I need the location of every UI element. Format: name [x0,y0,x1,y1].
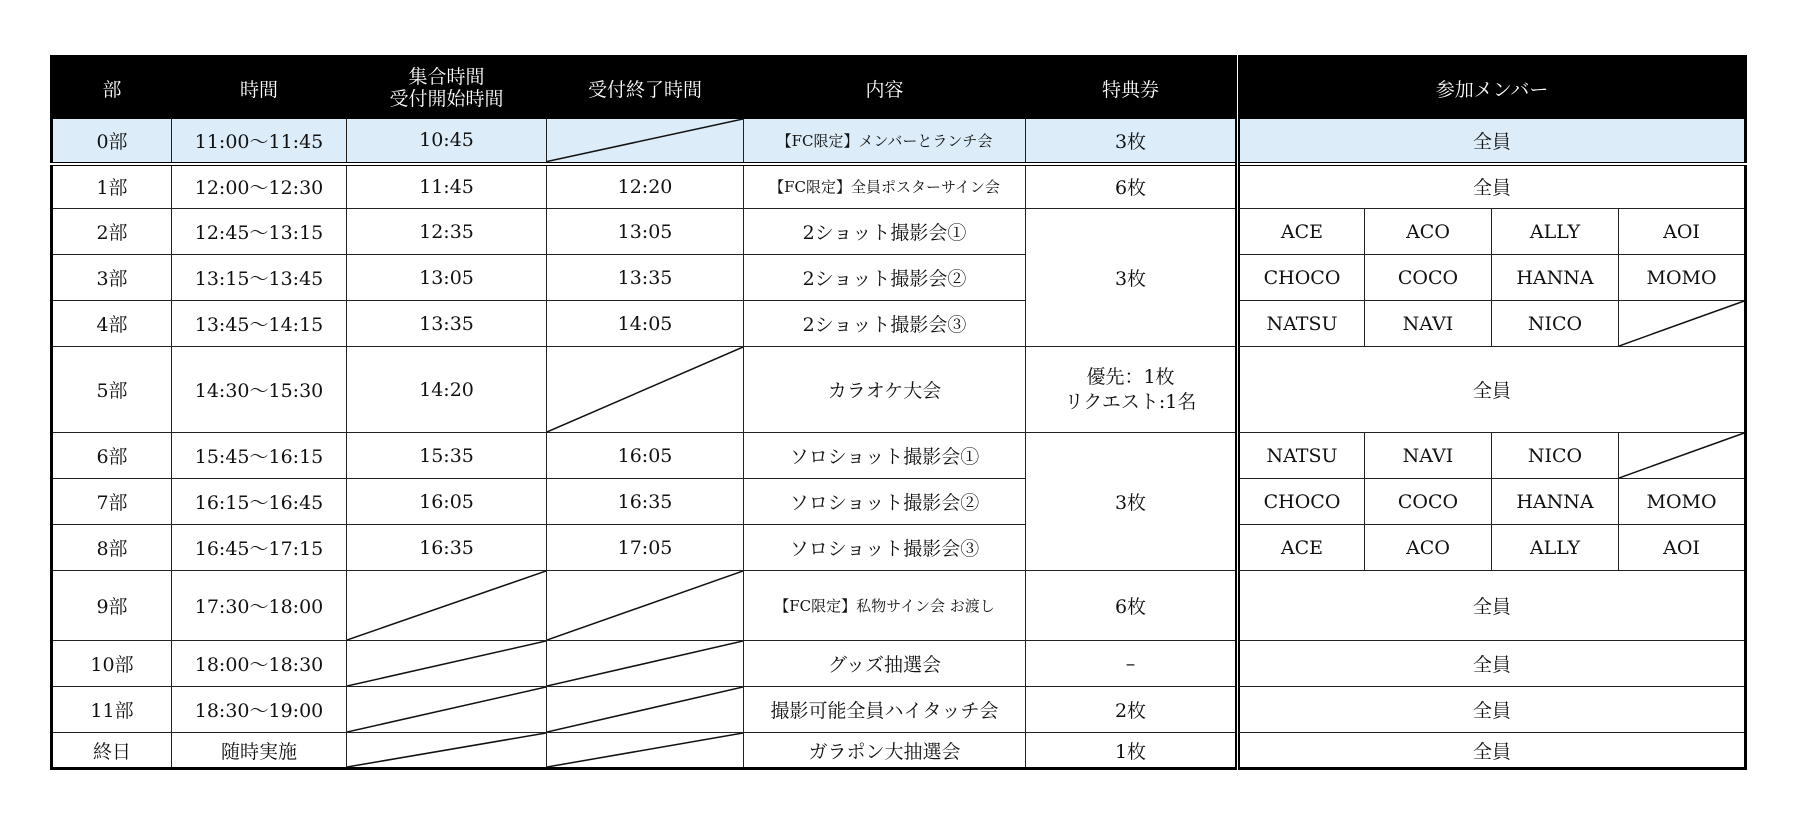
cell-content: ガラポン大抽選会 [744,733,1026,769]
cell-bu: 10部 [52,641,172,687]
cell-close-empty [547,571,744,641]
cell-member: ALLY [1492,525,1619,571]
cell-members: 全員 [1238,571,1746,641]
cell-content: ソロショット撮影会③ [744,525,1026,571]
cell-gather: 13:05 [347,255,547,301]
table-row [52,641,1746,687]
cell-gather: 14:20 [347,347,547,433]
cell-member: NAVI [1365,433,1492,479]
cell-gather: 13:35 [347,301,547,347]
cell-bu: 7部 [52,479,172,525]
cell-member: ACE [1238,525,1365,571]
cell-ticket: 1枚 [1026,733,1238,769]
cell-bu: 1部 [52,164,172,209]
cell-member: HANNA [1492,255,1619,301]
cell-ticket [1026,347,1238,433]
header-gather-line2: 受付開始時間 [389,88,504,110]
header-ticket: 特典券 [1026,57,1238,119]
cell-time: 18:30〜19:00 [172,687,347,733]
cell-close: 14:05 [547,301,744,347]
cell-members: 全員 [1238,119,1746,164]
cell-member: AOI [1619,209,1746,255]
cell-time: 11:00〜11:45 [172,119,347,164]
table-row [52,433,1746,479]
cell-content: 2ショット撮影会② [744,255,1026,301]
header-close: 受付終了時間 [547,57,744,119]
cell-bu: 2部 [52,209,172,255]
cell-bu: 9部 [52,571,172,641]
cell-content: 【FC限定】全員ポスターサイン会 [744,164,1026,209]
cell-members: 全員 [1238,641,1746,687]
schedule-table [50,55,1747,770]
header-gather-line1: 集合時間 [408,66,485,88]
cell-gather-empty [347,571,547,641]
cell-bu: 3部 [52,255,172,301]
cell-member-empty [1619,301,1746,347]
cell-bu: 0部 [52,119,172,164]
cell-member: CHOCO [1238,255,1365,301]
cell-content: ソロショット撮影会② [744,479,1026,525]
cell-time: 随時実施 [172,733,347,769]
cell-time: 12:00〜12:30 [172,164,347,209]
cell-gather: 11:45 [347,164,547,209]
table-row [52,479,1746,525]
cell-close: 16:35 [547,479,744,525]
cell-gather-empty [347,687,547,733]
table-row [52,733,1746,769]
cell-member: NATSU [1238,433,1365,479]
cell-member: ALLY [1492,209,1619,255]
header-bu: 部 [52,57,172,119]
cell-member: ACE [1238,209,1365,255]
cell-time: 14:30〜15:30 [172,347,347,433]
cell-members: 全員 [1238,347,1746,433]
cell-content: 2ショット撮影会① [744,209,1026,255]
cell-content: 【FC限定】私物サイン会 お渡し [744,571,1026,641]
cell-gather: 15:35 [347,433,547,479]
cell-bu: 6部 [52,433,172,479]
cell-member: MOMO [1619,255,1746,301]
cell-member-empty [1619,433,1746,479]
cell-members: 全員 [1238,687,1746,733]
cell-member: MOMO [1619,479,1746,525]
cell-gather-empty [347,733,547,769]
cell-close-empty [547,347,744,433]
cell-member: NATSU [1238,301,1365,347]
cell-member: COCO [1365,479,1492,525]
cell-content: 2ショット撮影会③ [744,301,1026,347]
table-row [52,347,1746,433]
header-content: 内容 [744,57,1026,119]
table-row [52,525,1746,571]
cell-content: 【FC限定】メンバーとランチ会 [744,119,1026,164]
cell-close-empty [547,687,744,733]
table-row [52,209,1746,255]
cell-content: カラオケ大会 [744,347,1026,433]
cell-member: NICO [1492,301,1619,347]
cell-time: 13:15〜13:45 [172,255,347,301]
cell-members: 全員 [1238,164,1746,209]
cell-time: 16:45〜17:15 [172,525,347,571]
cell-member: NICO [1492,433,1619,479]
header-time: 時間 [172,57,347,119]
cell-close: 12:20 [547,164,744,209]
cell-member: NAVI [1365,301,1492,347]
table-row [52,255,1746,301]
table-row [52,571,1746,641]
cell-member: HANNA [1492,479,1619,525]
header-row [52,57,1746,119]
cell-time: 15:45〜16:15 [172,433,347,479]
ticket-request: リクエスト:1名 [1064,390,1197,413]
cell-content: ソロショット撮影会① [744,433,1026,479]
cell-bu: 終日 [52,733,172,769]
table-row [52,119,1746,164]
cell-ticket: 3枚 [1026,119,1238,164]
cell-time: 13:45〜14:15 [172,301,347,347]
cell-member: ACO [1365,209,1492,255]
cell-gather: 10:45 [347,119,547,164]
cell-gather: 16:05 [347,479,547,525]
cell-bu: 5部 [52,347,172,433]
cell-time: 17:30〜18:00 [172,571,347,641]
cell-member: CHOCO [1238,479,1365,525]
cell-gather: 16:35 [347,525,547,571]
cell-ticket: 6枚 [1026,571,1238,641]
cell-member: COCO [1365,255,1492,301]
cell-member: ACO [1365,525,1492,571]
table-row [52,301,1746,347]
cell-time: 18:00〜18:30 [172,641,347,687]
cell-member: AOI [1619,525,1746,571]
cell-time: 12:45〜13:15 [172,209,347,255]
cell-content: 撮影可能全員ハイタッチ会 [744,687,1026,733]
header-members: 参加メンバー [1238,57,1746,119]
cell-members: 全員 [1238,733,1746,769]
cell-gather-empty [347,641,547,687]
cell-close-empty [547,641,744,687]
cell-gather: 12:35 [347,209,547,255]
table-row [52,687,1746,733]
ticket-priority: 優先：1枚 [1086,365,1175,388]
cell-close: 13:35 [547,255,744,301]
cell-ticket: 3枚 [1026,209,1238,347]
cell-close: 16:05 [547,433,744,479]
cell-ticket: 2枚 [1026,687,1238,733]
cell-time: 16:15〜16:45 [172,479,347,525]
cell-close-empty [547,733,744,769]
cell-bu: 11部 [52,687,172,733]
cell-ticket: 3枚 [1026,433,1238,571]
cell-content: グッズ抽選会 [744,641,1026,687]
header-gather [347,57,547,119]
cell-close: 13:05 [547,209,744,255]
cell-ticket: – [1026,641,1238,687]
cell-bu: 8部 [52,525,172,571]
cell-close: 17:05 [547,525,744,571]
table-row [52,164,1746,209]
cell-bu: 4部 [52,301,172,347]
cell-close-empty [547,119,744,164]
cell-ticket: 6枚 [1026,164,1238,209]
